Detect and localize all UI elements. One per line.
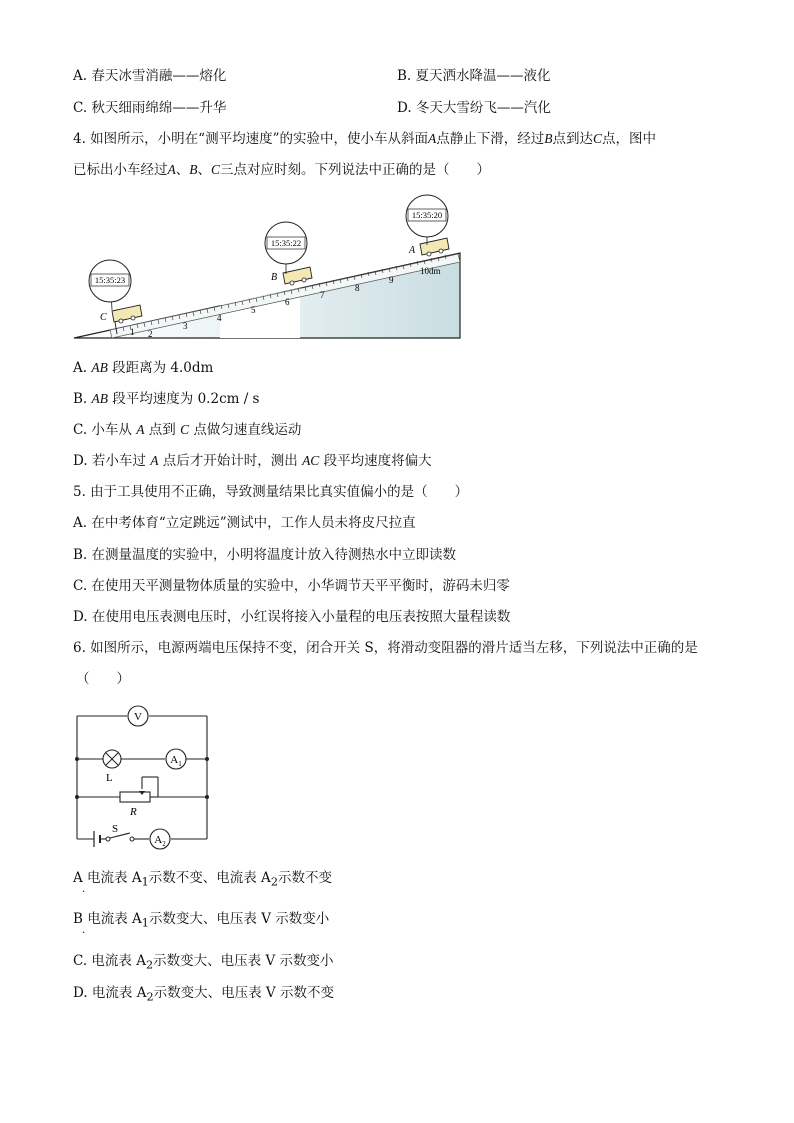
q4-stem-line2: 已标出小车经过A、B、C三点对应时刻。下列说法中正确的是（ ）	[73, 162, 491, 178]
option-dot: ·	[82, 928, 86, 939]
label-a: A	[409, 245, 416, 256]
ruler-tick-label: 9	[389, 275, 394, 285]
junction-dot	[75, 795, 79, 799]
label-b: B	[271, 272, 278, 283]
rheostat-label: R	[130, 806, 137, 818]
junction-dot	[75, 757, 79, 761]
circuit-figure	[70, 705, 220, 855]
junction-dot	[205, 795, 209, 799]
clock-a-time: 15:35:20	[411, 210, 443, 220]
ruler-tick-label: 8	[355, 283, 360, 293]
q5-option-c: C. 在使用天平测量物体质量的实验中，小华调节天平平衡时，游码未归零	[73, 578, 510, 594]
q3-option-c: C. 秋天细雨绵绵——升华	[73, 100, 227, 116]
cart-b	[283, 267, 312, 285]
ruler-tick-label: 3	[183, 321, 188, 331]
q6-stem-paren: （ ）	[76, 671, 130, 687]
q4-option-d: D. 若小车过 A 点后才开始计时，测出 AC 段平均速度将偏大	[73, 453, 432, 469]
lamp-label: L	[106, 772, 113, 784]
cart-a	[420, 238, 449, 256]
ruler-tick-label: 6	[285, 297, 290, 307]
voltmeter-label: V	[134, 711, 142, 723]
q4-stem-line1: 4. 如图所示，小明在“测平均速度”的实验中，使小车从斜面A点静止下滑，经过B点到达C点，图中	[73, 131, 656, 147]
q4-option-c: C. 小车从 A 点到 C 点做匀速直线运动	[73, 422, 302, 438]
clock-c-time: 15:35:23	[94, 275, 126, 285]
ammeter-a2-label: $A_2$	[154, 834, 166, 848]
switch-contact	[106, 837, 110, 841]
q6-option-c: C. 电流表 $A_2$示数变大、电压表 V 示数变小	[73, 953, 334, 972]
q5-option-b: B. 在测量温度的实验中，小明将温度计放入待测热水中立即读数	[73, 547, 457, 563]
option-dot: ·	[82, 887, 86, 898]
label-c: C	[100, 312, 107, 323]
q3-option-b: B. 夏天洒水降温——液化	[397, 68, 551, 84]
ruler-tick-label: 1	[130, 327, 135, 337]
q6-option-a: A 电流表 $A_1$示数不变、电流表 $A_2$示数不变	[73, 870, 332, 889]
ammeter-a1-label: $A_1$	[170, 754, 182, 768]
q6-option-d: D. 电流表 $A_2$示数变大、电压表 V 示数不变	[73, 985, 334, 1004]
ruler-tick-label: 2	[148, 329, 153, 339]
q3-option-d: D. 冬天大雪纷飞——汽化	[397, 100, 551, 116]
q5-stem: 5. 由于工具使用不正确，导致测量结果比真实值偏小的是（ ）	[73, 484, 469, 500]
q4-option-a: A. AB 段距离为 4.0dm	[73, 360, 214, 376]
q5-option-a: A. 在中考体育“立定跳远”测试中，工作人员未将皮尺拉直	[73, 515, 416, 531]
ruler-tick-label: 5	[251, 305, 256, 315]
q3-option-a: A. 春天冰雪消融——熔化	[73, 68, 227, 84]
switch-contact	[130, 837, 134, 841]
ruler-tick-label: 7	[320, 290, 325, 300]
junction-dot	[205, 757, 209, 761]
switch-label: S	[112, 823, 119, 835]
clock-b-time: 15:35:22	[270, 238, 302, 248]
q6-stem: 6. 如图所示，电源两端电压保持不变，闭合开关 S，将滑动变阻器的滑片适当左移，下列说法中正确的是	[73, 640, 698, 656]
incline-figure	[70, 192, 470, 342]
q4-option-b: B. AB 段平均速度为 0.2cm / s	[73, 391, 260, 407]
ruler-tick-label: 10dm	[420, 266, 441, 276]
ruler-tick-label: 4	[217, 313, 222, 323]
q5-option-d: D. 在使用电压表测电压时，小红误将接入小量程的电压表按照大量程读数	[73, 609, 511, 625]
q6-option-b: B 电流表 $A_1$示数变大、电压表 V 示数变小	[73, 911, 330, 930]
rheostat	[120, 792, 150, 802]
